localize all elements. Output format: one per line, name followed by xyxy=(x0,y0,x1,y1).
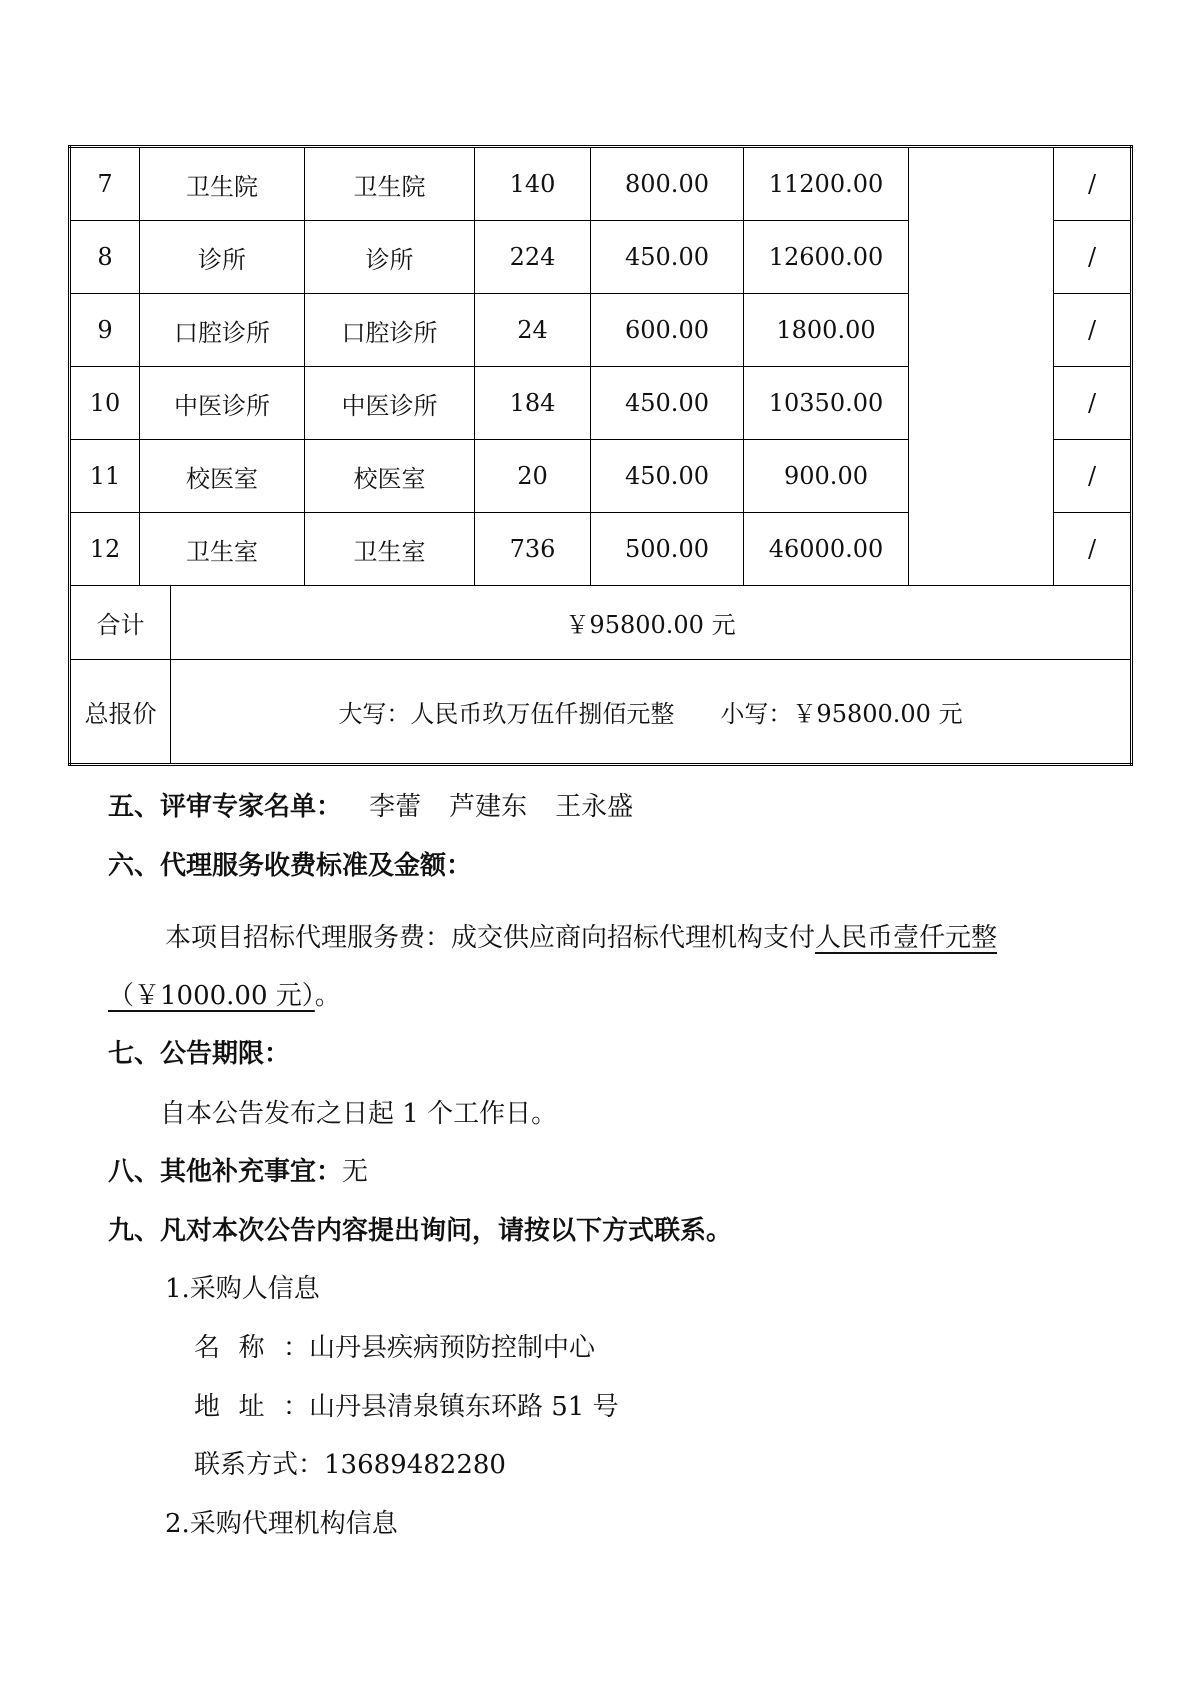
cell-no: 7 xyxy=(70,147,140,221)
fee-amount-words: 人民币壹仟元整 xyxy=(815,923,998,953)
cell-amount: 900.00 xyxy=(744,440,909,513)
total-price-row xyxy=(70,660,1132,765)
cell-count: 736 xyxy=(475,513,591,586)
cell-count: 24 xyxy=(475,294,591,367)
fee-text-prefix: 本项目招标代理服务费：成交供应商向招标代理机构支付 xyxy=(165,923,816,953)
cell-category: 卫生院 xyxy=(140,147,305,221)
cell-amount: 46000.00 xyxy=(744,513,909,586)
cell-category: 校医室 xyxy=(140,440,305,513)
total-value xyxy=(171,660,1132,765)
cell-amount: 11200.00 xyxy=(744,147,909,221)
purchaser-name xyxy=(194,1327,595,1364)
cell-category: 口腔诊所 xyxy=(140,294,305,367)
cell-amount: 10350.00 xyxy=(744,367,909,440)
section-contact-heading: 九、凡对本次公告内容提出询问，请按以下方式联系。 xyxy=(108,1216,733,1246)
cell-price: 800.00 xyxy=(591,147,744,221)
cell-count: 184 xyxy=(475,367,591,440)
cell-note: / xyxy=(1054,221,1132,294)
section-experts xyxy=(108,786,661,823)
cell-note: / xyxy=(1054,367,1132,440)
cell-no: 10 xyxy=(70,367,140,440)
cell-type: 校医室 xyxy=(305,440,475,513)
cell-price: 450.00 xyxy=(591,221,744,294)
cell-count: 20 xyxy=(475,440,591,513)
contact-value: 13689482280 xyxy=(324,1450,506,1480)
cell-note: / xyxy=(1054,147,1132,221)
name-label: 名称： xyxy=(194,1333,309,1363)
section-fee-heading: 六、代理服务收费标准及金额： xyxy=(108,851,473,881)
purchaser-title: 1.采购人信息 xyxy=(165,1274,320,1304)
cell-no: 9 xyxy=(70,294,140,367)
cell-type: 中医诊所 xyxy=(305,367,475,440)
cell-merged-empty xyxy=(909,147,1054,586)
fee-paragraph-line2 xyxy=(108,975,341,1012)
fee-amount-number: （￥1000.00 元） xyxy=(108,981,315,1011)
cell-type: 口腔诊所 xyxy=(305,294,475,367)
purchaser-address xyxy=(194,1386,619,1423)
cell-type: 诊所 xyxy=(305,221,475,294)
cell-amount: 1800.00 xyxy=(744,294,909,367)
cell-count: 224 xyxy=(475,221,591,294)
cell-price: 500.00 xyxy=(591,513,744,586)
cell-type: 卫生院 xyxy=(305,147,475,221)
expert-name: 李蕾 xyxy=(369,792,422,822)
cell-no: 12 xyxy=(70,513,140,586)
cell-note: / xyxy=(1054,440,1132,513)
section-period-heading: 七、公告期限： xyxy=(108,1039,291,1069)
cell-amount: 12600.00 xyxy=(744,221,909,294)
fee-text-suffix: 。 xyxy=(314,981,341,1011)
cell-price: 450.00 xyxy=(591,367,744,440)
sum-row xyxy=(70,586,1132,660)
table-row xyxy=(70,147,1132,221)
cell-price: 600.00 xyxy=(591,294,744,367)
total-label: 总报价 xyxy=(70,660,171,765)
address-label: 地址： xyxy=(194,1392,309,1422)
sum-value: ￥95800.00 元 xyxy=(171,586,1132,660)
total-lower: 小写：￥95800.00 元 xyxy=(720,700,963,728)
section-other xyxy=(108,1151,368,1188)
address-value: 山丹县清泉镇东环路 51 号 xyxy=(309,1392,619,1422)
sum-label: 合计 xyxy=(70,586,171,660)
cell-type: 卫生室 xyxy=(305,513,475,586)
fee-paragraph-line1 xyxy=(165,917,997,954)
agency-title: 2.采购代理机构信息 xyxy=(165,1509,398,1539)
name-value: 山丹县疾病预防控制中心 xyxy=(309,1333,596,1363)
cell-no: 8 xyxy=(70,221,140,294)
table-body xyxy=(70,147,1132,765)
other-heading: 八、其他补充事宜： xyxy=(108,1157,343,1187)
cell-category: 卫生室 xyxy=(140,513,305,586)
cell-count: 140 xyxy=(475,147,591,221)
experts-heading: 五、评审专家名单： xyxy=(108,792,343,822)
purchaser-contact xyxy=(194,1444,506,1481)
cell-category: 中医诊所 xyxy=(140,367,305,440)
total-upper: 大写：人民币玖万伍仟捌佰元整 xyxy=(338,700,675,728)
cell-note: / xyxy=(1054,513,1132,586)
cell-category: 诊所 xyxy=(140,221,305,294)
price-table-container xyxy=(68,145,1130,766)
experts-list xyxy=(369,792,661,822)
cell-price: 450.00 xyxy=(591,440,744,513)
expert-name: 王永盛 xyxy=(555,792,634,822)
cell-no: 11 xyxy=(70,440,140,513)
cell-note: / xyxy=(1054,294,1132,367)
contact-label: 联系方式： xyxy=(194,1450,325,1480)
price-table xyxy=(68,145,1133,766)
expert-name: 芦建东 xyxy=(449,792,528,822)
other-value: 无 xyxy=(342,1157,369,1187)
period-text: 自本公告发布之日起 1 个工作日。 xyxy=(160,1099,558,1129)
